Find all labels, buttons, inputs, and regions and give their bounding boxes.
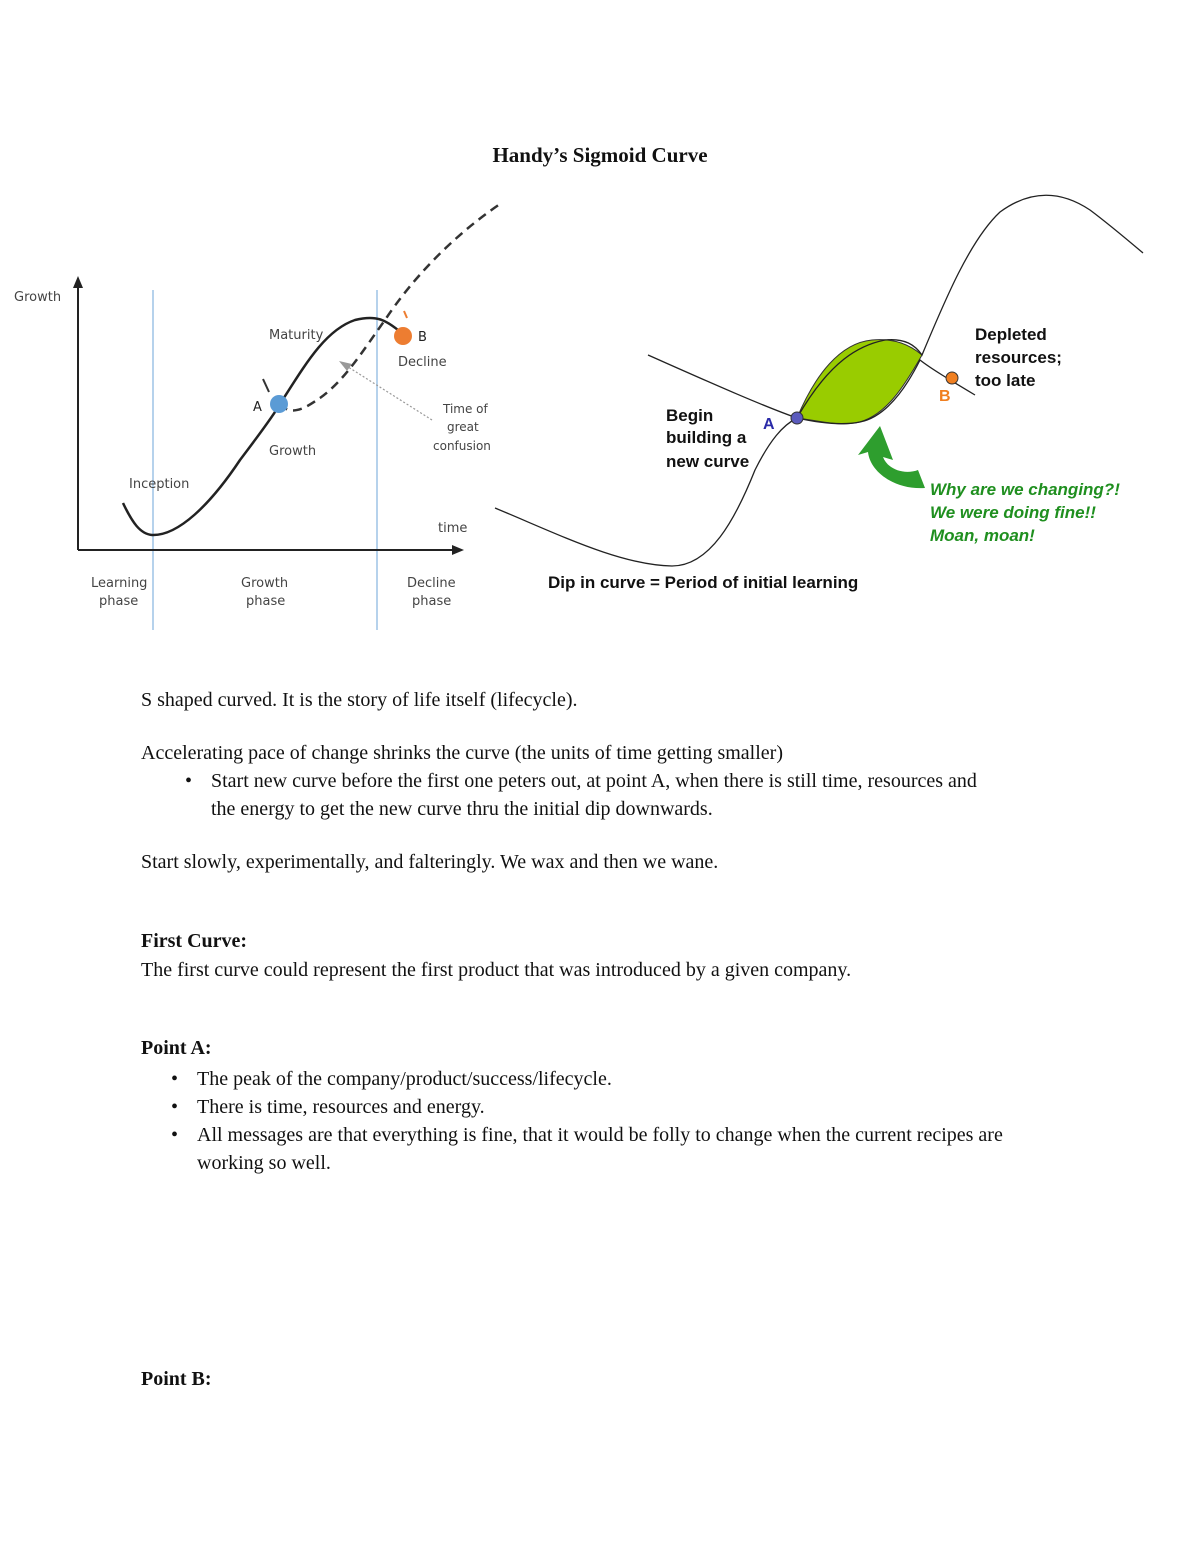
accelerating-bullet-list — [185, 767, 985, 823]
paragraph-accelerating: Accelerating pace of change shrinks the curve (the units of time getting smaller) — [141, 742, 783, 764]
point-b-marker — [946, 372, 958, 384]
paragraph-lifecycle: S shaped curved. It is the story of life itself (lifecycle). — [141, 689, 578, 711]
point-b-label: B — [939, 388, 951, 405]
growth-phase-label-1: Growth — [241, 576, 289, 591]
confusion-label-2: great — [447, 420, 479, 434]
x-axis-arrow-icon — [452, 545, 464, 555]
x-axis-label: time — [438, 521, 468, 536]
curved-arrow-icon — [858, 426, 925, 488]
second-curve-dashed — [280, 204, 500, 410]
why-label-3: Moan, moan! — [930, 526, 1035, 545]
depleted-label-1: Depleted — [975, 325, 1047, 344]
y-axis-arrow-icon — [73, 276, 83, 288]
why-label-2: We were doing fine!! — [930, 503, 1096, 522]
growth-label: Growth — [269, 444, 317, 459]
point-a-label: A — [253, 400, 262, 415]
growth-phase-label-2: phase — [246, 594, 286, 609]
list-item: • Start new curve before the first one peters out, at point A, when there is still time, resources and the energy to get the new curve thru the initial dip downwards. — [185, 767, 985, 823]
transition-leaf — [797, 340, 922, 424]
tick-mark-a — [263, 379, 269, 392]
page-title: Handy’s Sigmoid Curve — [492, 143, 708, 167]
list-item: • The peak of the company/product/success/lifecycle. — [171, 1065, 1051, 1093]
right-sigmoid-diagram — [490, 190, 1150, 600]
why-label-1: Why are we changing?! — [930, 480, 1120, 499]
confusion-arrow-icon — [339, 361, 352, 371]
point-b-label: B — [418, 330, 427, 345]
y-axis-label: Growth — [14, 290, 62, 305]
learning-phase-label-1: Learning — [91, 576, 148, 591]
point-a-bullet-list — [171, 1065, 1051, 1177]
point-a-label: A — [763, 416, 775, 433]
depleted-label-2: resources; — [975, 348, 1062, 367]
left-sigmoid-diagram — [0, 195, 510, 645]
begin-label-1: Begin — [666, 406, 714, 425]
list-item: • There is time, resources and energy. — [171, 1093, 1051, 1121]
point-a-heading: Point A: — [141, 1037, 212, 1059]
point-b-marker — [394, 327, 412, 345]
inception-label: Inception — [129, 477, 190, 492]
point-a-marker — [270, 395, 288, 413]
decline-label: Decline — [398, 355, 447, 370]
learning-phase-label-2: phase — [99, 594, 139, 609]
confusion-label-1: Time of — [443, 402, 488, 416]
dip-caption: Dip in curve = Period of initial learning — [548, 573, 859, 592]
begin-label-2: building a — [666, 428, 747, 447]
tick-mark-b — [404, 311, 407, 318]
decline-phase-label-2: phase — [412, 594, 452, 609]
first-curve-heading: First Curve: — [141, 930, 248, 952]
point-a-marker — [791, 412, 803, 424]
begin-label-3: new curve — [666, 452, 750, 471]
maturity-label: Maturity — [269, 328, 324, 343]
first-curve-text: The first curve could represent the first product that was introduced by a given company. — [141, 959, 852, 981]
confusion-pointer — [345, 365, 432, 420]
paragraph-wax-wane: Start slowly, experimentally, and falteringly. We wax and then we wane. — [141, 851, 719, 873]
point-b-heading: Point B: — [141, 1368, 212, 1390]
depleted-label-3: too late — [975, 371, 1036, 390]
decline-phase-label-1: Decline — [407, 576, 456, 591]
list-item: • All messages are that everything is fine, that it would be folly to change when the current recipes are working so well. — [171, 1121, 1051, 1177]
confusion-label-3: confusion — [433, 439, 491, 453]
